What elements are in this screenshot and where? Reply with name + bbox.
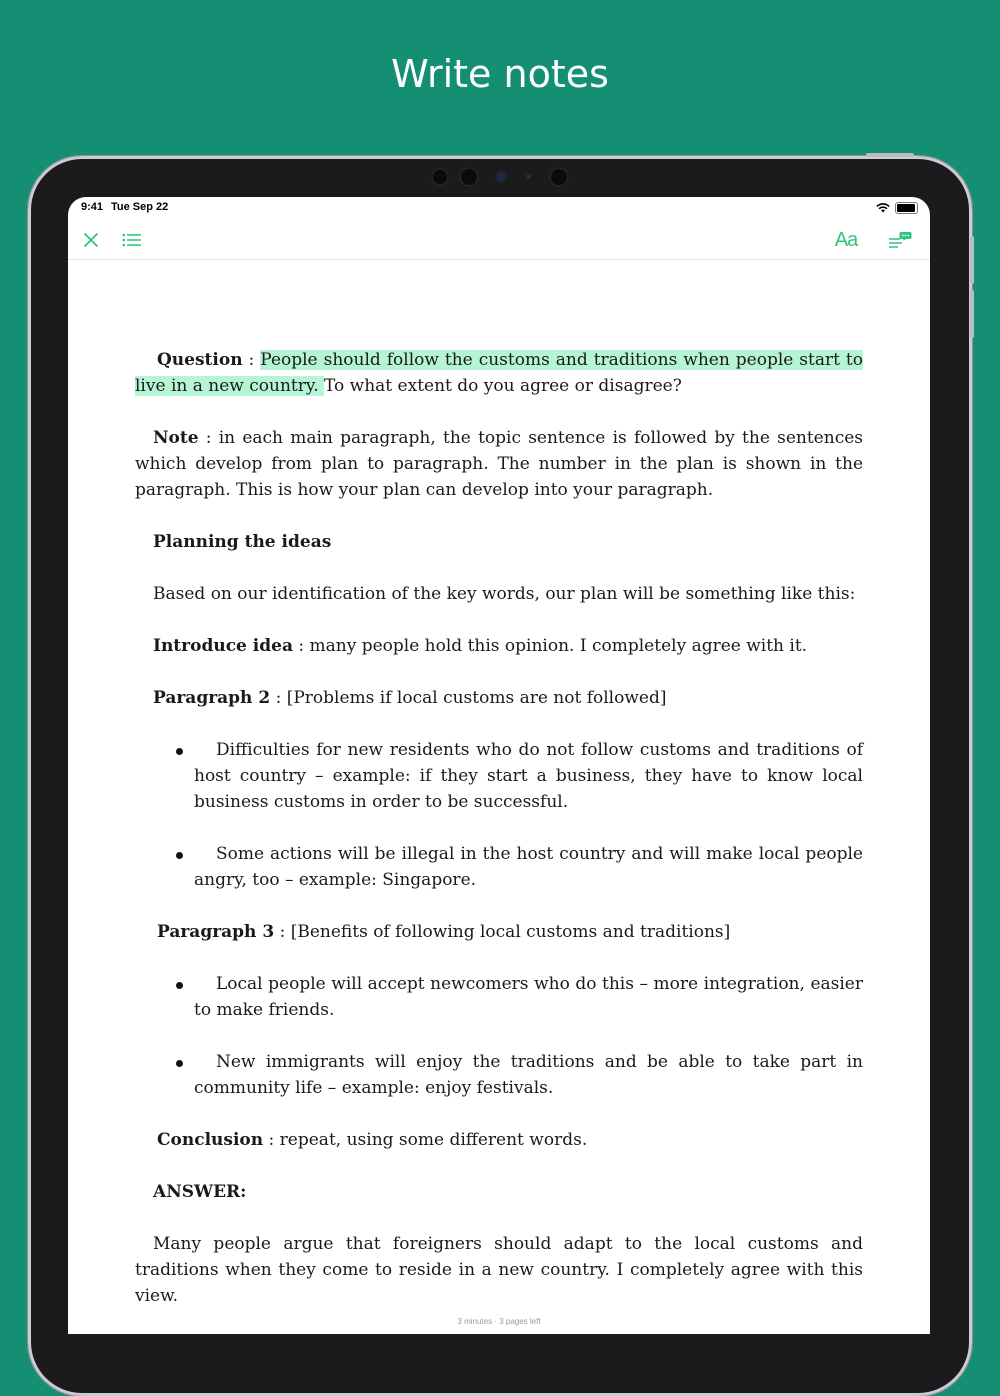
question-separator: :: [242, 350, 261, 370]
question-rest: To what extent do you agree or disagree?: [324, 376, 682, 396]
list-item: Some actions will be illegal in the host country and will make local people angry, too – example: Singapore.: [194, 841, 863, 893]
top-button: [866, 153, 914, 157]
volume-down-button: [970, 290, 974, 338]
document-body[interactable]: [135, 347, 863, 1334]
close-icon: [83, 232, 99, 248]
font-size-icon: Aa: [834, 228, 858, 251]
camera-ir-icon: [551, 169, 567, 185]
camera-proximity-icon: [527, 175, 530, 178]
wifi-icon: [876, 203, 890, 213]
camera-flash-icon: [497, 173, 505, 181]
conclusion-text: : repeat, using some different words.: [263, 1130, 588, 1150]
battery-icon: [895, 202, 918, 214]
answer-heading: ANSWER:: [153, 1182, 247, 1202]
font-settings-button[interactable]: [830, 225, 862, 255]
status-bar: [68, 197, 930, 219]
introduce-label: Introduce idea: [153, 636, 293, 656]
para3-text: : [Benefits of following local customs and traditions]: [274, 922, 731, 942]
note-label: Note: [153, 428, 199, 448]
list-item: Local people will accept newcomers who do this – more integration, easier to make friends.: [194, 971, 863, 1023]
para2-text: : [Problems if local customs are not followed]: [270, 688, 667, 708]
paragraph-2-heading: [135, 685, 863, 711]
reading-progress-footer: [68, 1317, 930, 1326]
status-time: 9:41: [81, 201, 104, 213]
camera-sensor-icon: [433, 170, 447, 184]
conclusion-paragraph: [135, 1127, 863, 1153]
note-paragraph: [135, 425, 863, 503]
camera-lens-icon: [461, 169, 477, 185]
volume-up-button: [970, 236, 974, 284]
battery-level: [897, 204, 915, 212]
pages-left: 3 pages left: [499, 1317, 541, 1326]
question-paragraph: [135, 347, 863, 399]
paragraph-2-bullets: [135, 737, 863, 893]
plan-intro: Based on our identification of the key words, our plan will be something like this:: [153, 584, 856, 604]
notes-comment-icon: [888, 231, 912, 249]
answer-paragraph: Many people argue that foreigners should adapt to the local customs and traditions when they come to reside in a new country. I completely agree with this view.: [135, 1234, 863, 1306]
notes-button[interactable]: [885, 225, 915, 255]
para2-label: Paragraph 2: [153, 688, 271, 708]
app-screen: [68, 197, 930, 1334]
conclusion-label: Conclusion: [157, 1130, 264, 1150]
list-icon: [122, 233, 142, 247]
highlighted-text[interactable]: People should follow the customs and traditions when people start to live in a new country.: [135, 350, 863, 396]
question-label: Question: [157, 350, 243, 370]
list-item: New immigrants will enjoy the traditions and be able to take part in community life – example: enjoy festivals.: [194, 1049, 863, 1101]
footer-separator: ·: [492, 1317, 500, 1326]
para3-label: Paragraph 3: [157, 922, 275, 942]
status-date: Tue Sep 22: [111, 201, 169, 213]
note-text: : in each main paragraph, the topic sentence is followed by the sentences which develop from plan to paragraph. The number in the plan is shown in the paragraph. This is how your plan can develop into your paragraph.: [135, 428, 863, 500]
close-button[interactable]: [76, 225, 106, 255]
list-item: Difficulties for new residents who do not follow customs and traditions of host country – example: if they start a business, they have to know local business customs in order to be successful.: [194, 737, 863, 815]
planning-heading: Planning the ideas: [153, 532, 332, 552]
paragraph-3-bullets: [135, 971, 863, 1101]
paragraph-3-heading: [135, 919, 863, 945]
introduce-paragraph: [135, 633, 863, 659]
introduce-text: : many people hold this opinion. I completely agree with it.: [292, 636, 808, 656]
table-of-contents-button[interactable]: [117, 225, 147, 255]
promo-headline: Write notes: [391, 52, 609, 96]
reading-time: 3 minutes: [457, 1317, 493, 1326]
status-icons: [876, 202, 918, 214]
toolbar: [68, 219, 930, 260]
